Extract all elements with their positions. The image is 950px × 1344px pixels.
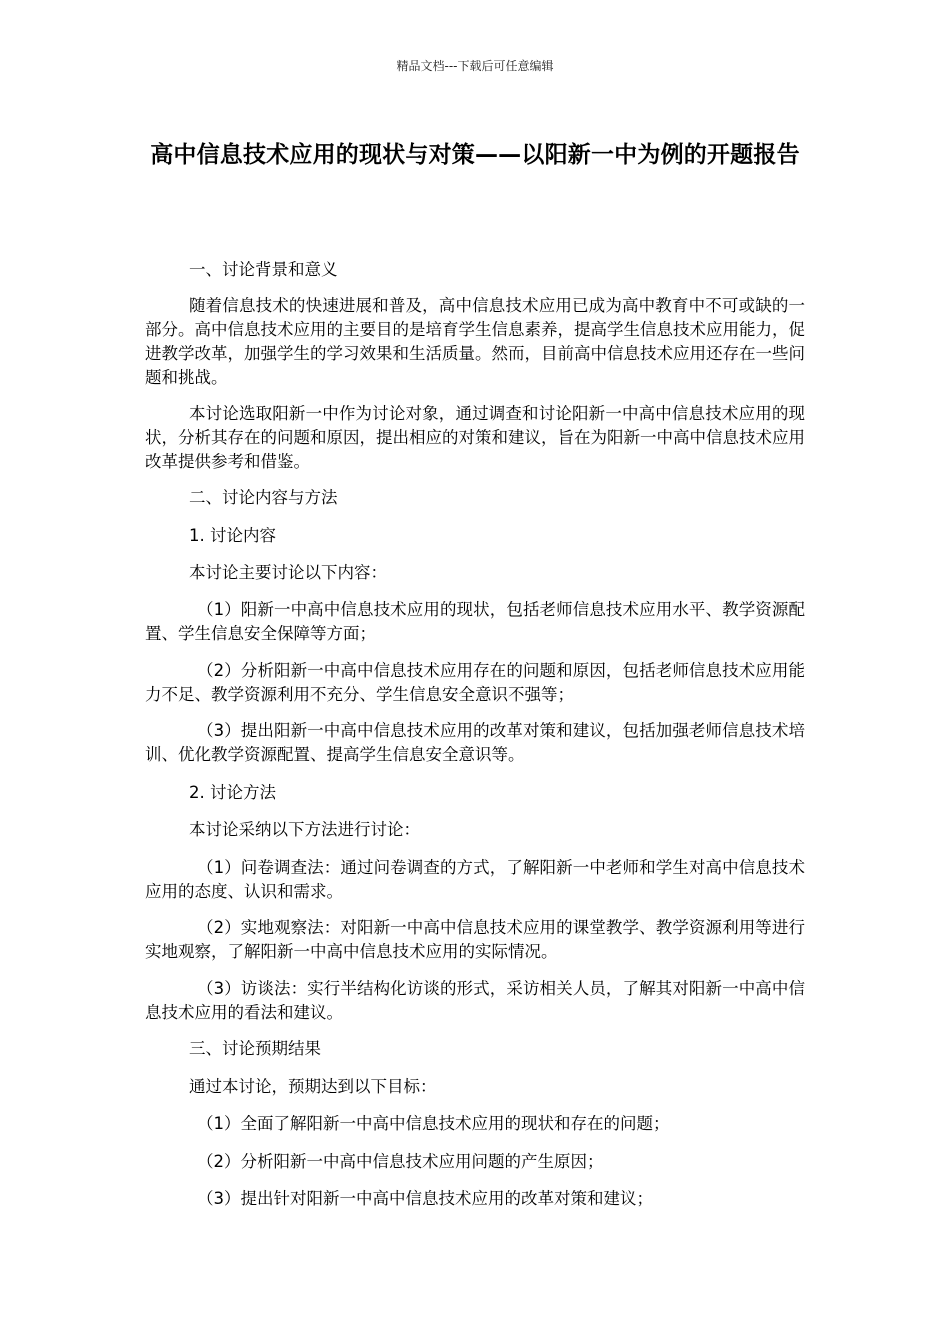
subheading-method: 2. 讨论方法 — [189, 783, 276, 802]
paragraph-content-intro: 本讨论主要讨论以下内容： — [189, 563, 387, 582]
section-heading-background: 一、讨论背景和意义 — [189, 260, 338, 279]
list-item-method-2: （2）实地观察法：对阳新一中高中信息技术应用的课堂教学、教学资源利用等进行实地观察，了解阳新一中高中信息技术应用的实际情况。 — [145, 918, 805, 961]
list-item-method-1: （1）问卷调查法：通过问卷调查的方式，了解阳新一中老师和学生对高中信息技术应用的态度、认识和需求。 — [145, 858, 805, 901]
section-heading-content-method: 二、讨论内容与方法 — [189, 488, 338, 507]
page-header: 精品文档---下载后可任意编辑 — [396, 59, 554, 73]
paragraph-method-intro: 本讨论采纳以下方法进行讨论： — [189, 820, 420, 839]
list-item-method-3: （3）访谈法：实行半结构化访谈的形式，采访相关人员，了解其对阳新一中高中信息技术应用的看法和建议。 — [145, 979, 805, 1022]
paragraph-expected-intro: 通过本讨论，预期达到以下目标： — [189, 1077, 437, 1096]
subheading-content: 1. 讨论内容 — [189, 526, 276, 545]
paragraph-background: 随着信息技术的快速进展和普及，高中信息技术应用已成为高中教育中不可或缺的一部分。高中信息技术应用的主要目的是培育学生信息素养，提高学生信息技术应用能力，促进教学改革，加强学生的学习效果和生活质量。然而，目前高中信息技术应用还存在一些问题和挑战。 — [145, 296, 805, 387]
list-item-goal-2: （2）分析阳新一中高中信息技术应用问题的产生原因； — [197, 1152, 604, 1171]
list-item-content-2: （2）分析阳新一中高中信息技术应用存在的问题和原因，包括老师信息技术应用能力不足、教学资源利用不充分、学生信息安全意识不强等； — [145, 661, 805, 704]
list-item-content-3: （3）提出阳新一中高中信息技术应用的改革对策和建议，包括加强老师信息技术培训、优化教学资源配置、提高学生信息安全意识等。 — [145, 721, 805, 764]
section-heading-expected-results: 三、讨论预期结果 — [189, 1039, 321, 1058]
paragraph-research-object: 本讨论选取阳新一中作为讨论对象，通过调查和讨论阳新一中高中信息技术应用的现状，分析其存在的问题和原因，提出相应的对策和建议，旨在为阳新一中高中信息技术应用改革提供参考和借鉴。 — [145, 404, 805, 471]
list-item-content-1: （1）阳新一中高中信息技术应用的现状，包括老师信息技术应用水平、教学资源配置、学生信息安全保障等方面； — [145, 600, 805, 643]
list-item-goal-1: （1）全面了解阳新一中高中信息技术应用的现状和存在的问题； — [197, 1114, 670, 1133]
list-item-goal-3: （3）提出针对阳新一中高中信息技术应用的改革对策和建议； — [197, 1189, 653, 1208]
document-title: 高中信息技术应用的现状与对策——以阳新一中为例的开题报告 — [150, 142, 800, 168]
